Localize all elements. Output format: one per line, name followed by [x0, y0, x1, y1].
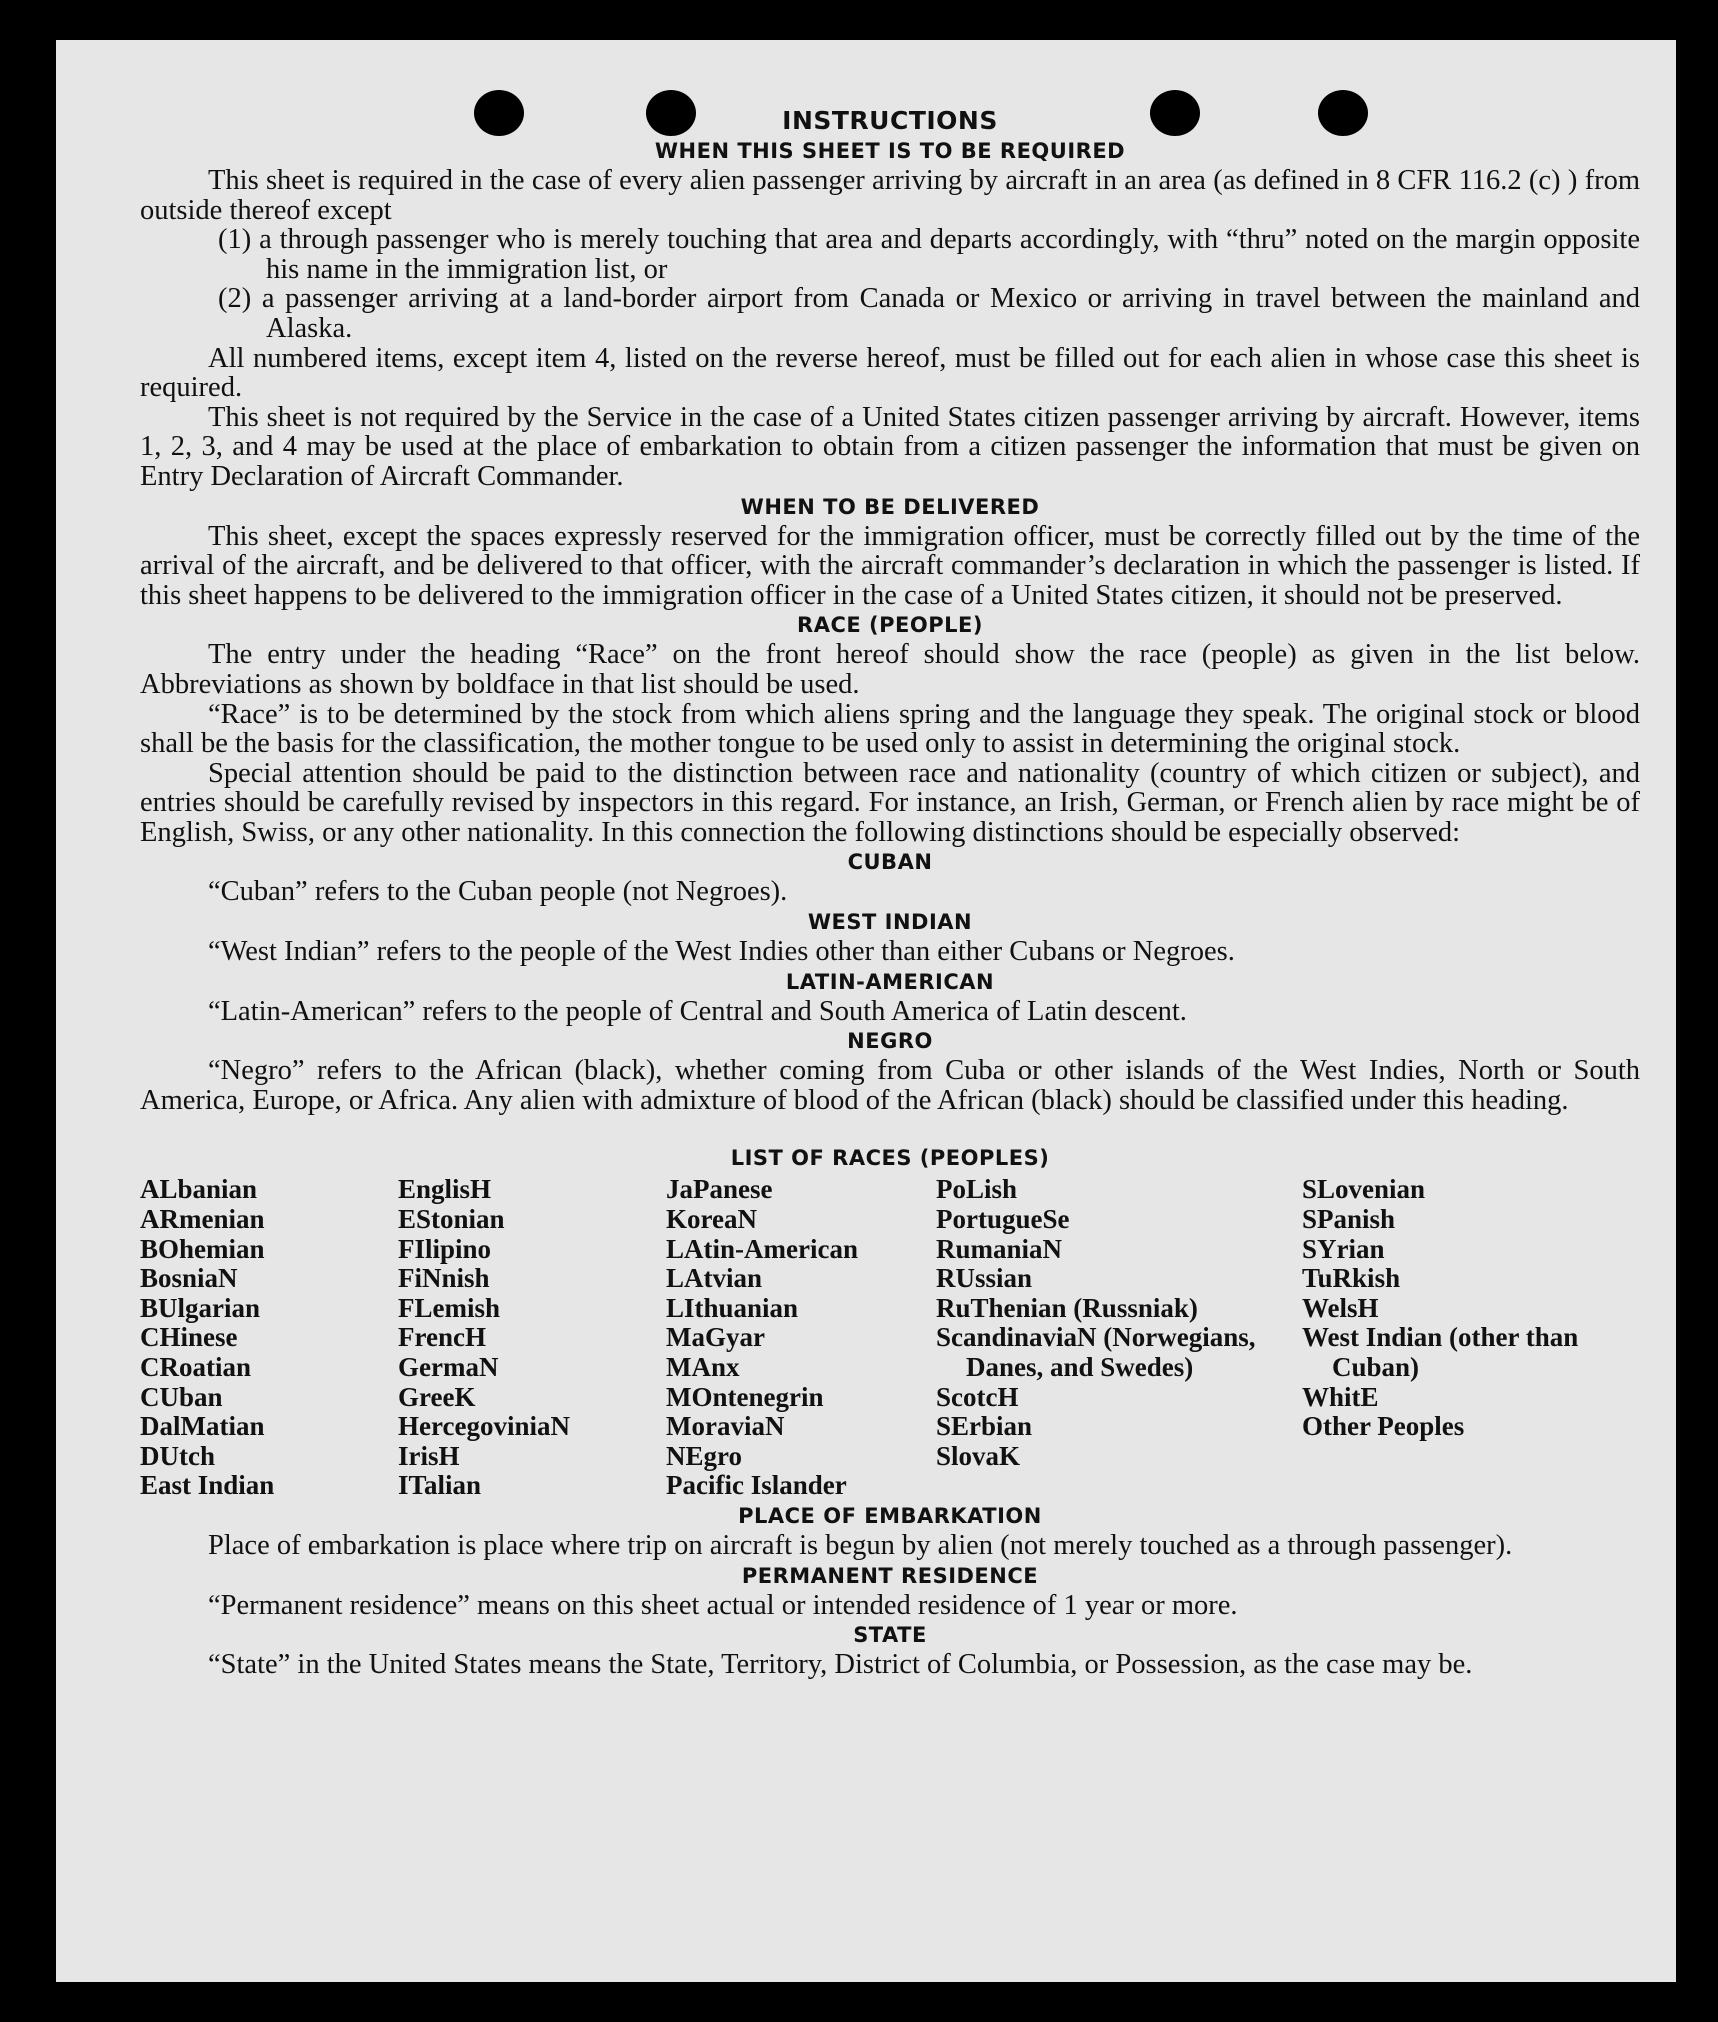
race-item: FiNnish — [398, 1263, 490, 1294]
section-title: PLACE OF EMBARKATION — [738, 1503, 1042, 1528]
section-title: WEST INDIAN — [807, 910, 973, 935]
definition: “Latin-American” refers to the people of Central and South America of Latin descent. — [208, 995, 1187, 1027]
race-item: FIlipino — [398, 1233, 492, 1264]
race-item: EStonian — [398, 1204, 505, 1235]
race-item: PortugueSe — [936, 1204, 1070, 1235]
paragraph: This sheet is not required by the Service in the case of a United States citizen passenger arriving by aircraft. However, items 1, 2, 3, and 4 may be used at the place of embarkation to obtain from a citizen passenger the information that must be given on Entry Declaration of Aircraft Commander. — [140, 401, 1640, 492]
section-title: LIST OF RACES (PEOPLES) — [730, 1146, 1050, 1171]
race-item: IrisH — [398, 1440, 460, 1471]
exception-item: (1) a through passenger who is merely touching that area and departs accordingly, with “thru” noted on the margin opposite his name in the immigration list, or — [218, 224, 1640, 285]
race-item: FLemish — [398, 1292, 501, 1323]
race-item: MAnx — [666, 1352, 740, 1382]
race-item: MOntenegrin — [666, 1381, 824, 1412]
document-content — [140, 106, 1640, 1680]
paragraph: “Negro” refers to the African (black), whether coming from Cuba or other islands of the West Indies, North or South America, Europe, or Africa. Any alien with admixture of blood of the African (black) should be classified under this heading. — [140, 1055, 1640, 1116]
section-title: PERMANENT RESIDENCE — [741, 1563, 1039, 1588]
race-item: Other Peoples — [1302, 1411, 1465, 1442]
race-column — [1302, 1175, 1602, 1501]
race-column — [140, 1175, 398, 1501]
race-item: GermaN — [398, 1352, 499, 1382]
paragraph: Special attention should be paid to the distinction between race and nationality (country of which citizen or subject), and entries should be carefully revised by inspectors in this regard. For instance, an Irish, German, or French alien by race might be of English, Swiss, or any other nationality. In this connection the following distinctions should be especially observed: — [140, 757, 1640, 848]
race-item: TuRkish — [1302, 1263, 1401, 1294]
race-item: GreeK — [398, 1381, 476, 1412]
paragraph: All numbered items, except item 4, listed on the reverse hereof, must be filled out for each alien in whose case this sheet is required. — [140, 342, 1640, 404]
race-item: ScandinaviaN (Norwegians, Danes, and Swedes) — [936, 1322, 1256, 1382]
race-item: LIthuanian — [666, 1292, 799, 1323]
section-title: WHEN TO BE DELIVERED — [740, 494, 1040, 519]
race-item: EnglisH — [398, 1174, 492, 1205]
definition: “Cuban” refers to the Cuban people (not Negroes). — [208, 876, 788, 908]
race-column — [936, 1175, 1302, 1501]
race-item: CHinese — [140, 1322, 238, 1353]
race-item: MoraviaN — [666, 1411, 785, 1442]
paragraph: “Race” is to be determined by the stock from which aliens spring and the language they speak. The original stock or blood shall be the basis for the classification, the mother tongue to be used only to assist in determining the original stock. — [140, 698, 1640, 760]
paragraph: This sheet, except the spaces expressly reserved for the immigration officer, must be correctly filled out by the time of the arrival of the aircraft, and be delivered to that officer, with the aircraft commander’s declaration in which the passenger is listed. If this sheet happens to be delivered to the immigration officer in the case of a United States citizen, it should not be preserved. — [140, 520, 1640, 611]
race-item: LAtin-American — [666, 1233, 858, 1264]
paragraph: The entry under the heading “Race” on the front hereof should show the race (people) as given in the list below. Abbreviations as shown by boldface in that list should be used. — [140, 639, 1640, 700]
exception-item: (2) a passenger arriving at a land-border airport from Canada or Mexico or arriving in travel between the mainland and Alaska. — [218, 283, 1640, 344]
section-title: STATE — [853, 1623, 927, 1648]
race-item: FrencH — [398, 1322, 486, 1353]
definition: “West Indian” refers to the people of the West Indies other than either Cubans or Negroes. — [208, 936, 1235, 968]
race-item: BUlgarian — [140, 1292, 261, 1323]
race-item: PoLish — [936, 1174, 1018, 1205]
race-item: West Indian (other than Cuban) — [1302, 1322, 1579, 1382]
race-item: WelsH — [1302, 1292, 1379, 1323]
race-item: SPanish — [1302, 1204, 1396, 1235]
section-title: WHEN THIS SHEET IS TO BE REQUIRED — [654, 139, 1126, 163]
race-item: CUban — [140, 1381, 223, 1412]
section-title: NEGRO — [847, 1029, 933, 1054]
paragraph: This sheet is required in the case of every alien passenger arriving by aircraft in an area (as defined in 8 CFR 116.2 (c) ) from outside thereof except — [140, 165, 1640, 226]
race-column — [666, 1175, 936, 1501]
race-list — [140, 1175, 1640, 1501]
race-item: HercegoviniaN — [398, 1411, 570, 1442]
race-item: RumaniaN — [936, 1233, 1063, 1264]
race-item: CRoatian — [140, 1352, 252, 1382]
race-item: ALbanian — [140, 1174, 258, 1205]
race-item: Pacific Islander — [666, 1470, 847, 1501]
race-item: SYrian — [1302, 1233, 1385, 1264]
paragraph: “State” in the United States means the State, Territory, District of Columbia, or Possession, as the case may be. — [208, 1649, 1473, 1681]
race-item: East Indian — [140, 1470, 275, 1501]
race-item: RUssian — [936, 1263, 1033, 1294]
race-item: JaPanese — [666, 1174, 773, 1205]
race-item: SlovaK — [936, 1440, 1021, 1471]
race-item: SErbian — [936, 1411, 1033, 1442]
section-title: RACE (PEOPLE) — [797, 613, 983, 638]
document-page — [56, 40, 1676, 1982]
race-item: NEgro — [666, 1440, 743, 1471]
main-heading: INSTRUCTIONS — [782, 106, 998, 135]
paragraph: Place of embarkation is place where trip on aircraft is begun by alien (not merely touched as a through passenger). — [208, 1529, 1513, 1561]
race-item: ARmenian — [140, 1204, 265, 1235]
race-item: ITalian — [398, 1470, 482, 1501]
section-title: CUBAN — [847, 850, 933, 875]
section-title: LATIN-AMERICAN — [785, 969, 995, 994]
race-item: SLovenian — [1302, 1174, 1426, 1205]
race-item: BOhemian — [140, 1233, 265, 1264]
race-item: LAtvian — [666, 1263, 763, 1294]
race-item: DUtch — [140, 1440, 215, 1471]
definition: “Permanent residence” means on this sheet actual or intended residence of 1 year or more. — [208, 1589, 1238, 1621]
race-item: WhitE — [1302, 1381, 1379, 1412]
race-column — [398, 1175, 666, 1501]
race-item: MaGyar — [666, 1322, 765, 1353]
race-item: KoreaN — [666, 1204, 757, 1235]
race-item: BosniaN — [140, 1263, 238, 1294]
race-item: DalMatian — [140, 1411, 265, 1442]
race-item: ScotcH — [936, 1381, 1019, 1412]
race-item: RuThenian (Russniak) — [936, 1292, 1198, 1323]
